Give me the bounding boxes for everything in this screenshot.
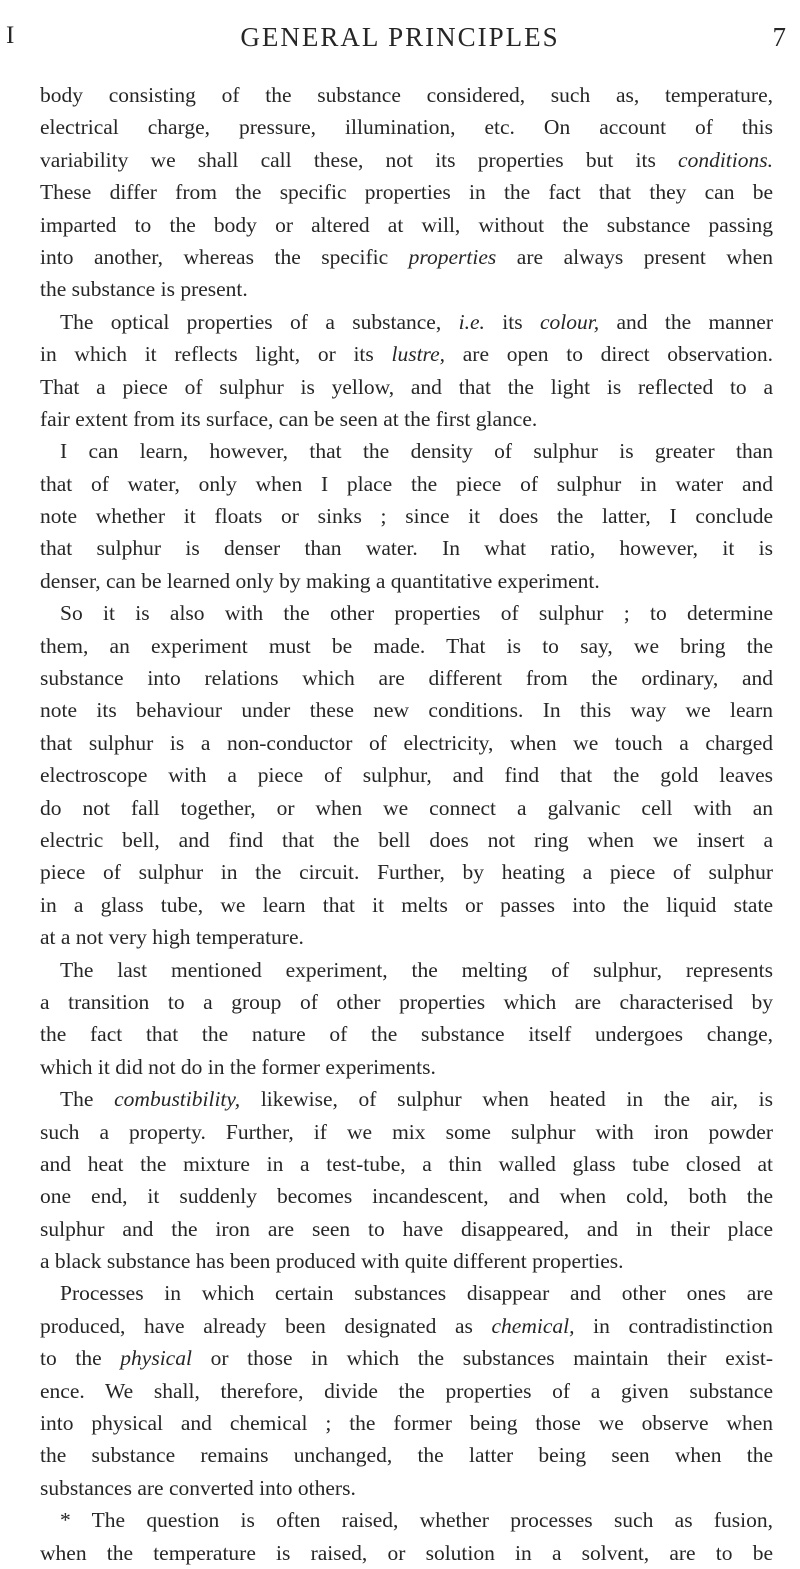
- text-line: which it did not do in the former experiments.: [40, 1054, 436, 1079]
- chapter-numeral: I: [6, 22, 16, 49]
- italic-term: combustibility,: [114, 1087, 241, 1112]
- text-line: when the temperature is raised, or solution in a solvent, are to be: [40, 1540, 773, 1565]
- text-line: The last mentioned experiment, the melting of sulphur, represents: [60, 957, 773, 982]
- text-line: fair extent from its surface, can be seen at the first glance.: [40, 406, 538, 431]
- running-head: [0, 22, 800, 62]
- text-line: into physical and chemical ; the former being those we observe when: [40, 1411, 773, 1436]
- text-line: The optical properties of a substance, i.e. its colour, and the manner: [60, 309, 773, 334]
- italic-term: properties: [408, 244, 497, 269]
- text-line: the substance is present.: [40, 277, 248, 302]
- italic-term: conditions.: [678, 147, 773, 172]
- text-line: electroscope with a piece of sulphur, and find that the gold leaves: [40, 763, 773, 788]
- text-line: ence. We shall, therefore, divide the properties of a given substance: [40, 1378, 773, 1403]
- text-line: I can learn, however, that the density of sulphur is greater than: [60, 439, 773, 464]
- italic-term: chemical,: [491, 1313, 575, 1338]
- text-line: in which it reflects light, or its lustre, are open to direct observation.: [40, 342, 773, 367]
- text-line: them, an experiment must be made. That is to say, we bring the: [40, 633, 773, 658]
- text-line: imparted to the body or altered at will, without the substance passing: [40, 212, 773, 237]
- italic-term: lustre,: [391, 342, 446, 367]
- text-line: produced, have already been designated as chemical, in contradistinction: [40, 1313, 774, 1338]
- page-number: 7: [772, 22, 786, 52]
- text-line: into another, whereas the specific properties are always present when: [40, 244, 773, 269]
- text-line: That a piece of sulphur is yellow, and that the light is reflected to a: [40, 374, 773, 399]
- text-line: in a glass tube, we learn that it melts or passes into the liquid state: [40, 892, 773, 917]
- text-line: at a not very high temperature.: [40, 925, 304, 950]
- text-line: a black substance has been produced with quite different properties.: [40, 1249, 624, 1274]
- text-line: sulphur and the iron are seen to have disappeared, and in their place: [40, 1216, 773, 1241]
- text-line: denser, can be learned only by making a quantitative experiment.: [40, 568, 600, 593]
- text-line: that sulphur is a non-conductor of electricity, when we touch a charged: [40, 730, 773, 755]
- text-line: to the physical or those in which the substances maintain their exist-: [40, 1346, 773, 1371]
- footnote-line: * The question is often raised, whether processes such as fusion,: [60, 1508, 773, 1533]
- italic-term: i.e.: [458, 309, 485, 334]
- text-line: The combustibility, likewise, of sulphur when heated in the air, is: [60, 1087, 773, 1112]
- body-text: [40, 79, 773, 1569]
- text-line: do not fall together, or when we connect a galvanic cell with an: [40, 795, 773, 820]
- text-line: electric bell, and find that the bell does not ring when we insert a: [40, 827, 773, 852]
- text-line: note its behaviour under these new conditions. In this way we learn: [40, 698, 773, 723]
- italic-term: colour,: [539, 309, 600, 334]
- text-line: and heat the mixture in a test-tube, a thin walled glass tube closed at: [40, 1151, 773, 1176]
- text-line: electrical charge, pressure, illumination, etc. On account of this: [40, 115, 773, 140]
- text-line: note whether it floats or sinks ; since it does the latter, I conclude: [40, 504, 773, 529]
- text-line: the substance remains unchanged, the latter being seen when the: [40, 1443, 773, 1468]
- text-line: substance into relations which are different from the ordinary, and: [40, 666, 773, 691]
- text-line: Processes in which certain substances disappear and other ones are: [60, 1281, 773, 1306]
- text-line: So it is also with the other properties of sulphur ; to determine: [60, 601, 773, 626]
- text-line: piece of sulphur in the circuit. Further, by heating a piece of sulphur: [40, 860, 773, 885]
- text-line: that of water, only when I place the piece of sulphur in water and: [40, 471, 773, 496]
- text-line: a transition to a group of other properties which are characterised by: [40, 989, 773, 1014]
- text-line: body consisting of the substance considered, such as, temperature,: [40, 83, 773, 107]
- text-line: such a property. Further, if we mix some sulphur with iron powder: [40, 1119, 773, 1144]
- italic-term: physical: [120, 1346, 192, 1371]
- text-line: the fact that the nature of the substance itself undergoes change,: [40, 1022, 773, 1047]
- running-title: GENERAL PRINCIPLES: [240, 22, 560, 52]
- text-line: that sulphur is denser than water. In what ratio, however, it is: [40, 536, 773, 561]
- text-line: These differ from the specific properties in the fact that they can be: [40, 180, 773, 205]
- text-line: substances are converted into others.: [40, 1475, 356, 1500]
- text-line: variability we shall call these, not its properties but its conditions.: [40, 147, 773, 172]
- text-line: one end, it suddenly becomes incandescent, and when cold, both the: [40, 1184, 773, 1209]
